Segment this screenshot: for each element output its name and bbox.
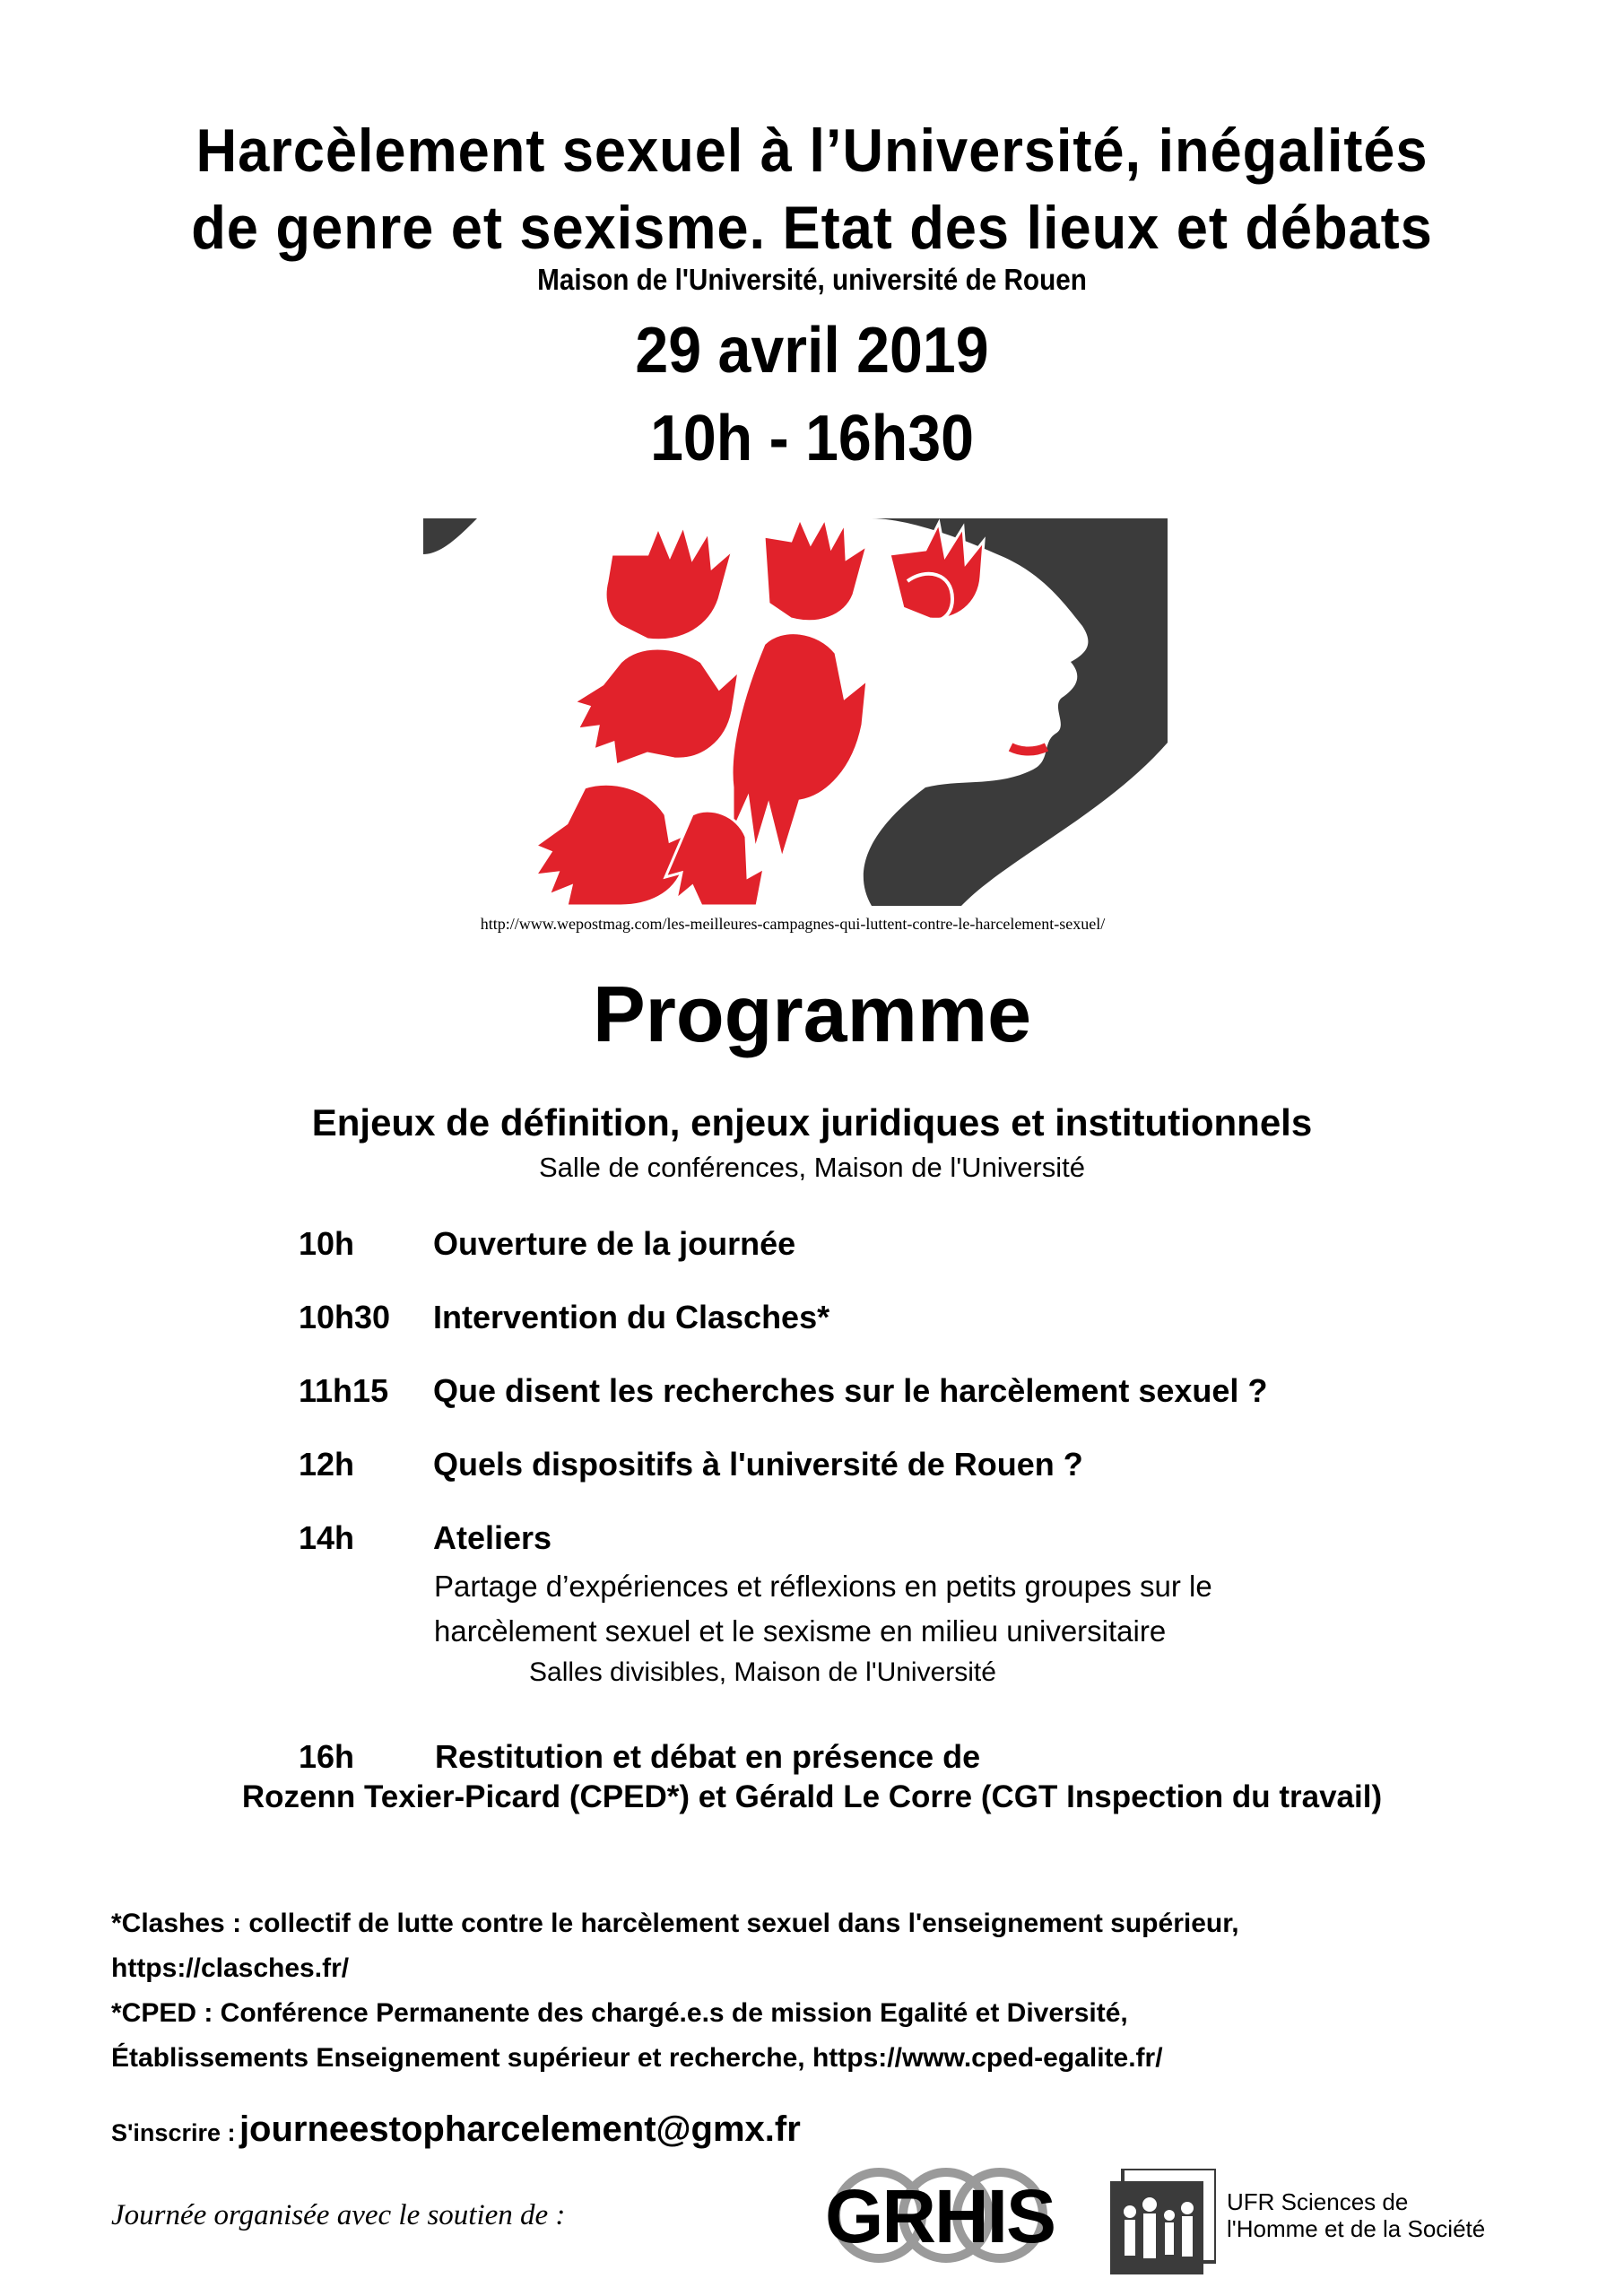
schedule-label: Ateliers bbox=[433, 1519, 552, 1556]
ufr-shs-logo bbox=[1110, 2169, 1487, 2276]
grhis-logo-text: GRHIS bbox=[825, 2174, 1055, 2258]
harassment-illustration bbox=[423, 518, 1168, 906]
hand-3 bbox=[574, 648, 739, 765]
schedule-label: Ouverture de la journée bbox=[433, 1225, 796, 1262]
people-icon bbox=[1110, 2169, 1216, 2274]
schedule-time: 12h bbox=[299, 1446, 355, 1483]
support-text: Journée organisée avec le soutien de : bbox=[111, 2199, 566, 2231]
schedule-label: Intervention du Clasches* bbox=[433, 1299, 830, 1335]
hand-2 bbox=[764, 518, 867, 622]
clasches-note-line-1: *Clashes : collectif de lutte contre le harcèlement sexuel dans l'enseignement supérieur, bbox=[111, 1909, 1239, 1938]
workshop-detail bbox=[434, 1564, 1212, 1654]
clasches-note bbox=[111, 1901, 1239, 1991]
schedule-time: 11h15 bbox=[299, 1372, 389, 1409]
section-title: Enjeux de définition, enjeux juridiques et institutionnels bbox=[311, 1101, 1313, 1144]
ufr-shs-logo-text bbox=[1227, 2188, 1485, 2242]
workshop-room: Salles divisibles, Maison de l'Université bbox=[529, 1657, 996, 1687]
programme-heading: Programme bbox=[592, 970, 1032, 1058]
ufr-shs-line-2: l'Homme et de la Société bbox=[1227, 2215, 1486, 2242]
schedule-label: Restitution et débat en présence de bbox=[435, 1738, 981, 1775]
schedule-time: 10h30 bbox=[299, 1299, 391, 1335]
cped-note-line-1: *CPED : Conférence Permanente des chargé.e.s de mission Egalité et Diversité, bbox=[111, 1998, 1128, 2028]
event-hours: 10h - 16h30 bbox=[650, 403, 974, 474]
grhis-logo bbox=[816, 2166, 1054, 2265]
workshop-detail-line-1: Partage d’expériences et réflexions en petits groupes sur le bbox=[434, 1570, 1212, 1603]
hand-4 bbox=[732, 633, 867, 859]
workshop-detail-line-2: harcèlement sexuel et le sexisme en milieu universitaire bbox=[434, 1614, 1167, 1648]
event-venue: Maison de l'Université, université de Rouen bbox=[537, 263, 1087, 296]
event-title bbox=[56, 112, 1567, 266]
register-label: S'inscrire : bbox=[111, 2119, 236, 2146]
image-credit: http://www.wepostmag.com/les-meilleures-campagnes-qui-luttent-contre-le-harcelement-sexuel/ bbox=[480, 915, 1106, 933]
clasches-link[interactable]: https://clasches.fr/ bbox=[111, 1953, 350, 1983]
register-email[interactable]: journeestopharcelement@gmx.fr bbox=[239, 2109, 801, 2149]
schedule-time: 16h bbox=[299, 1738, 355, 1775]
cped-note-line-2: Établissements Enseignement supérieur et recherche, https://www.cped-egalite.fr/ bbox=[111, 2043, 1163, 2073]
title-line-2: de genre et sexisme. Etat des lieux et débats bbox=[191, 194, 1433, 262]
register bbox=[111, 2109, 801, 2150]
title-line-1: Harcèlement sexuel à l’Université, inégalités bbox=[195, 117, 1429, 185]
section-room: Salle de conférences, Maison de l'Université bbox=[538, 1152, 1085, 1183]
schedule-time: 14h bbox=[299, 1519, 355, 1556]
schedule-label: Quels dispositifs à l'université de Rouen ? bbox=[433, 1446, 1083, 1483]
ufr-shs-line-1: UFR Sciences de bbox=[1227, 2188, 1409, 2215]
hand-1 bbox=[605, 526, 733, 640]
event-date: 29 avril 2019 bbox=[635, 315, 989, 387]
hand-6 bbox=[665, 811, 764, 906]
schedule-label: Que disent les recherches sur le harcèlement sexuel ? bbox=[433, 1372, 1268, 1409]
cped-note bbox=[111, 1991, 1163, 2081]
speakers: Rozenn Texier-Picard (CPED*) et Gérald Le Corre (CGT Inspection du travail) bbox=[241, 1779, 1383, 1814]
hand-5 bbox=[535, 784, 690, 906]
schedule-time: 10h bbox=[299, 1225, 355, 1262]
